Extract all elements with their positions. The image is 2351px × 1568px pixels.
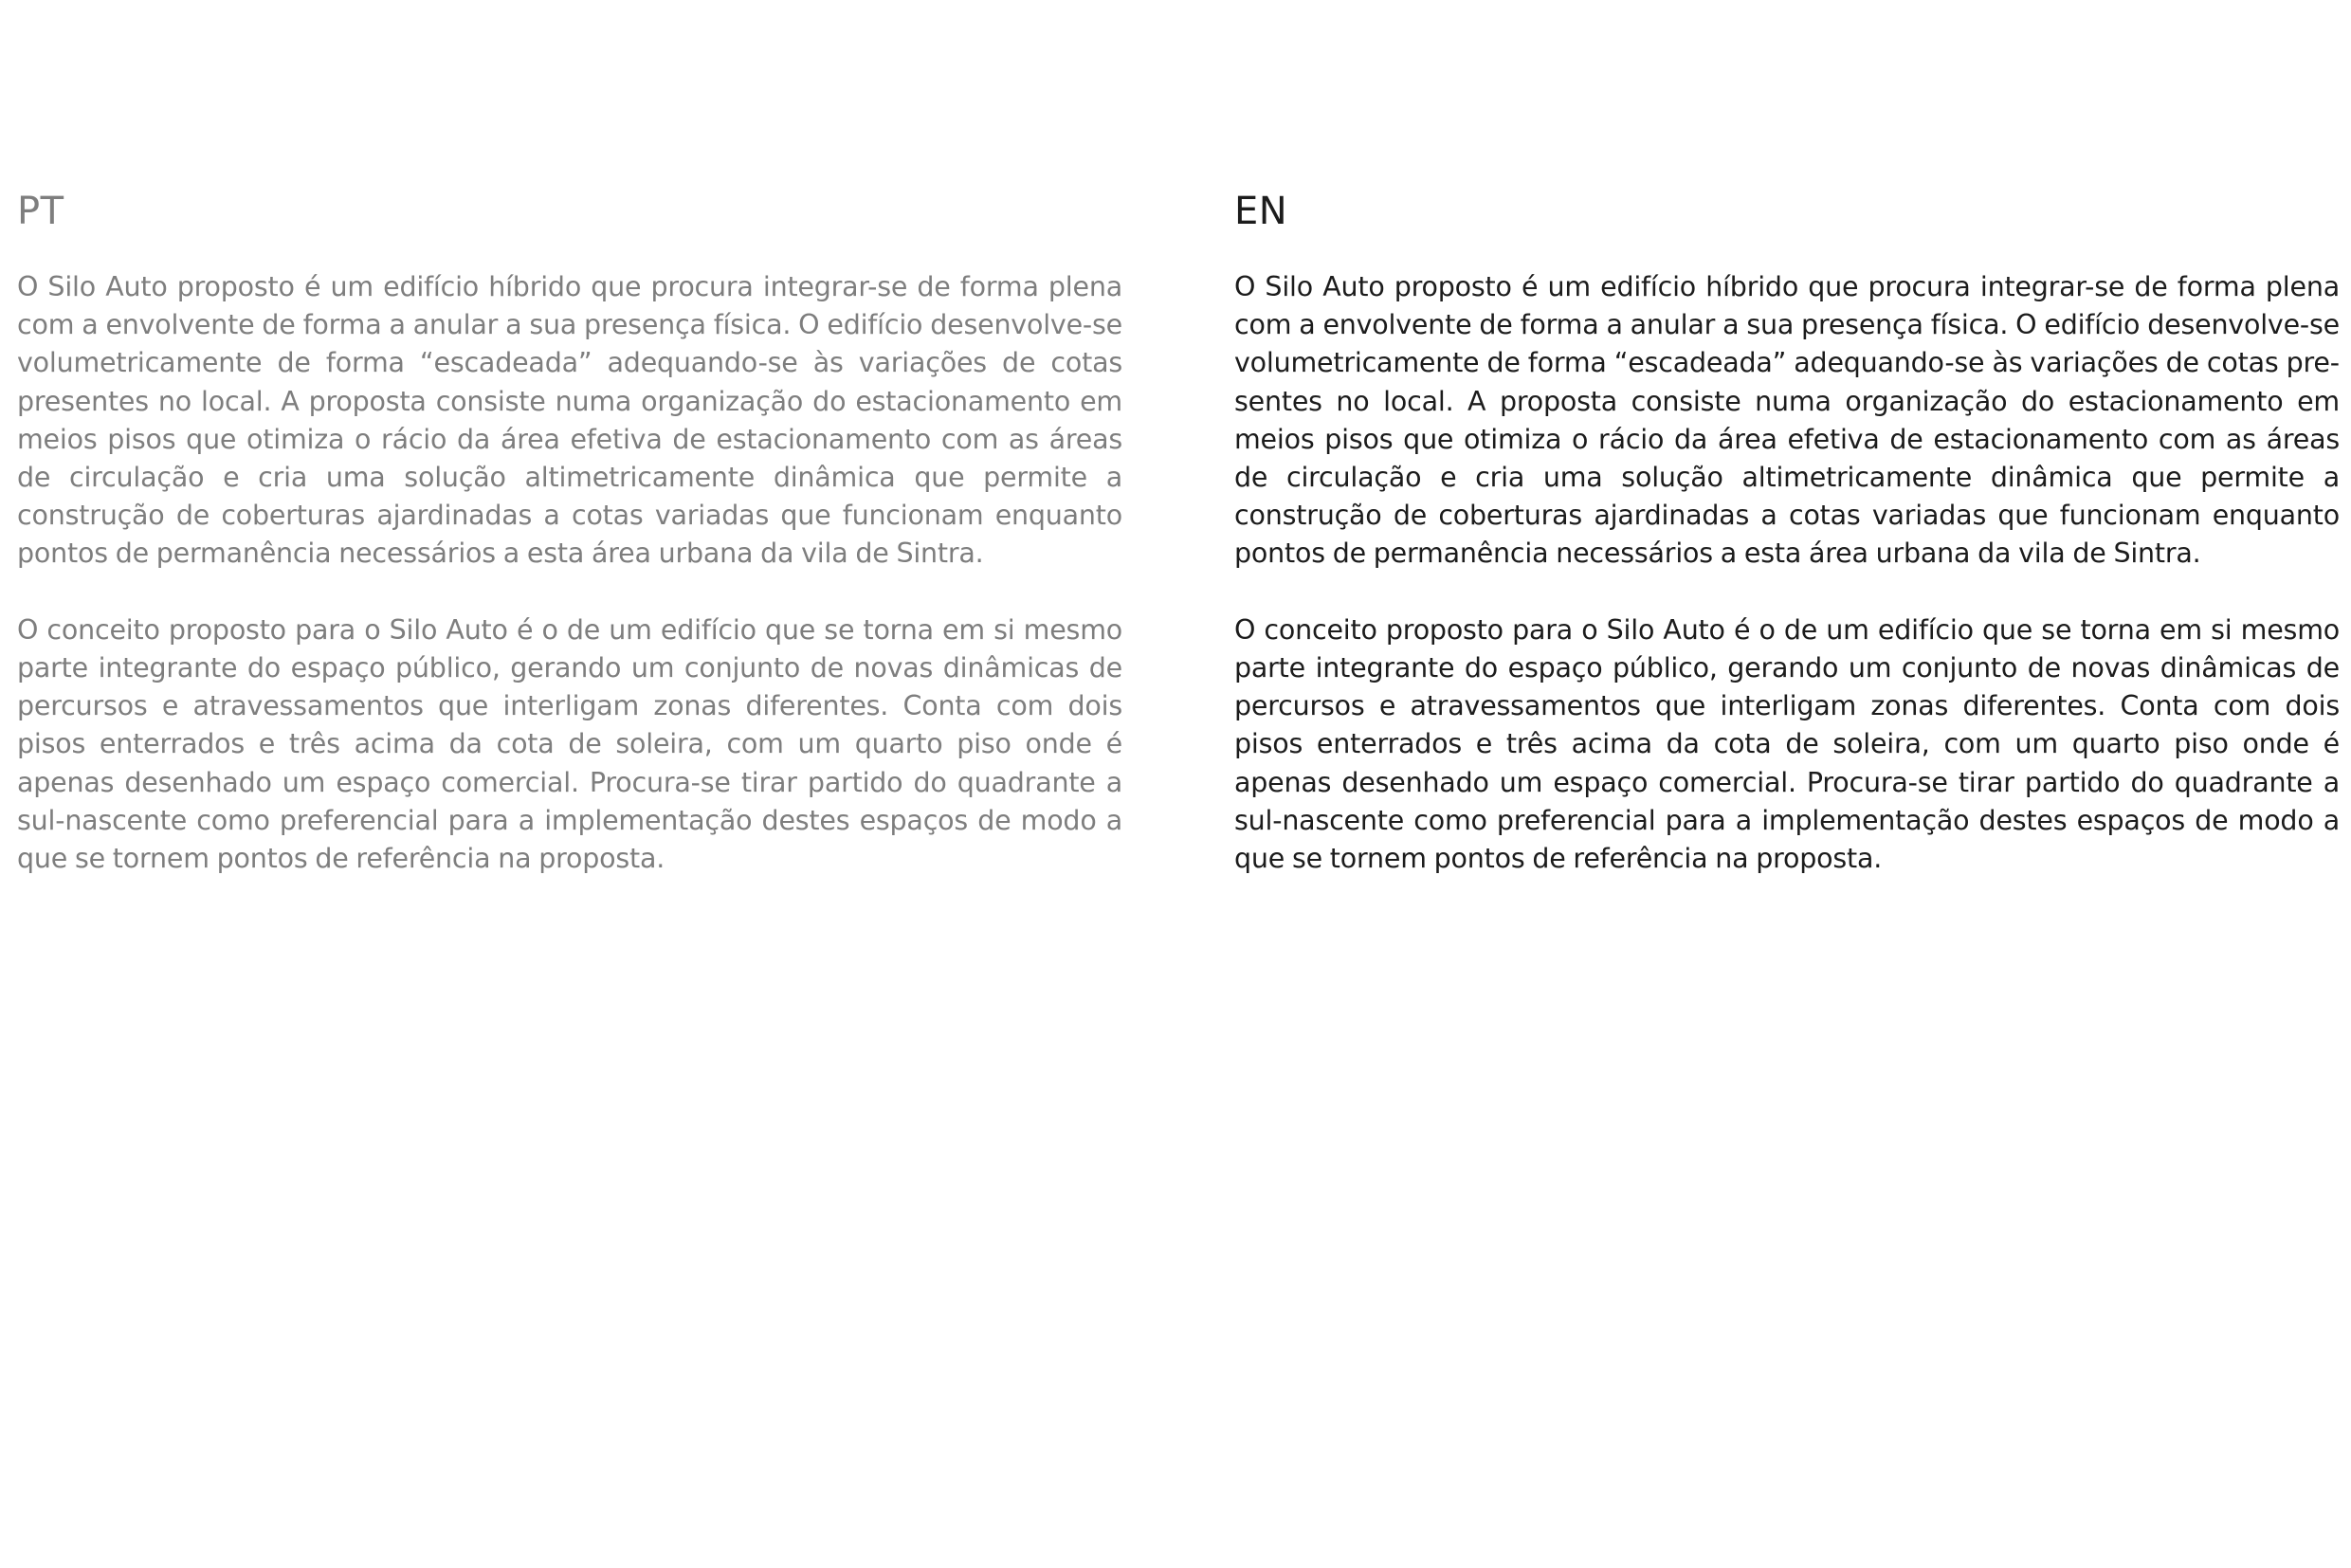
pt-paragraph-2: O conceito proposto para o Silo Auto é o de um edifício que se torna em si mesmo parte integrante do espaço público, gerando um conjunto de novas dinâmicas de percursos e atravessamentos que interligam zonas diferentes. Conta com dois pisos enterrados e três acima da cota de soleira, com um quarto piso onde é apenas desenhado um espaço comercial. Procura-se tirar partido do quadrante a sul-nascente como preferencial para a implementação destes espaços de modo a que se tornem pontos de referência na proposta. [17, 613, 1122, 875]
en-heading: EN [1234, 190, 1288, 233]
en-column [1234, 185, 2340, 878]
pt-heading: PT [17, 190, 64, 233]
en-paragraph-2: O conceito proposto para o Silo Auto é o de um edifício que se torna em si mesmo parte integrante do espaço público, gerando um conjunto de novas dinâmicas de percursos e atravessamentos que interligam zonas diferentes. Conta com dois pisos enterrados e três acima da cota de soleira, com um quarto piso onde é apenas desenhado um espaço comercial. Procura-se tirar partido do quadrante a sul-nascente como preferencial para a implementação destes espaços de modo a que se tornem pontos de referência na proposta. [1234, 613, 2340, 875]
pt-paragraph-1: O Silo Auto proposto é um edifício híbrido que procura integrar-se de forma plena com a envolvente de forma a anular a sua presença física. O edifício desenvolve-se volumetricamente de forma “escadeada” adequando-se às variações de cotas presentes no local. A proposta consiste numa organização do estacionamento em meios pisos que otimiza o rácio da área efetiva de estacionamento com as áreas de circulação e cria uma solução altimetricamente dinâmica que permite a construção de coberturas ajardinadas a cotas variadas que funcionam enquanto pontos de permanência necessários a esta área urbana da vila de Sintra. [17, 271, 1122, 570]
pt-column [17, 185, 1122, 878]
en-paragraph-1: O Silo Auto proposto é um edifício híbrido que procura integrar-se de forma plena com a envolvente de forma a anular a sua presença física. O edifício desenvolve-se volumetricamente de forma “escadeada” adequando-se às variações de cotas presentes no local. A proposta consiste numa organização do estacionamento em meios pisos que otimiza o rácio da área efetiva de estacionamento com as áreas de circulação e cria uma solução altimetricamente dinâmica que permite a construção de coberturas ajardinadas a cotas variadas que funcionam enquanto pontos de permanência necessários a esta área urbana da vila de Sintra. [1234, 271, 2340, 570]
